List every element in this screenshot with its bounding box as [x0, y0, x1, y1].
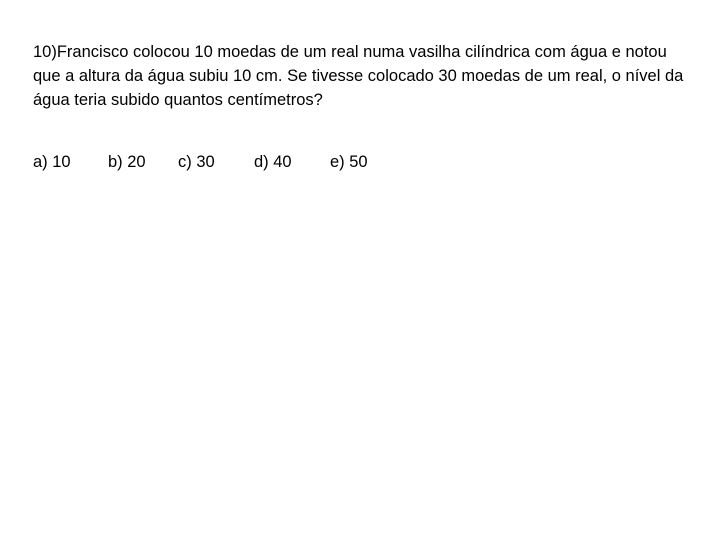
option-e: e) 50 — [330, 153, 368, 171]
option-c: c) 30 — [178, 153, 215, 171]
option-d: d) 40 — [254, 153, 292, 171]
option-b: b) 20 — [108, 153, 146, 171]
answer-options — [0, 150, 720, 174]
question-text: 10)Francisco colocou 10 moedas de um real numa vasilha cilíndrica com água e notou que a altura da água subiu 10 cm. Se tivesse colocado 30 moedas de um real, o nível da água teria subido quantos centímetros? — [33, 43, 684, 109]
option-a: a) 10 — [33, 153, 71, 171]
